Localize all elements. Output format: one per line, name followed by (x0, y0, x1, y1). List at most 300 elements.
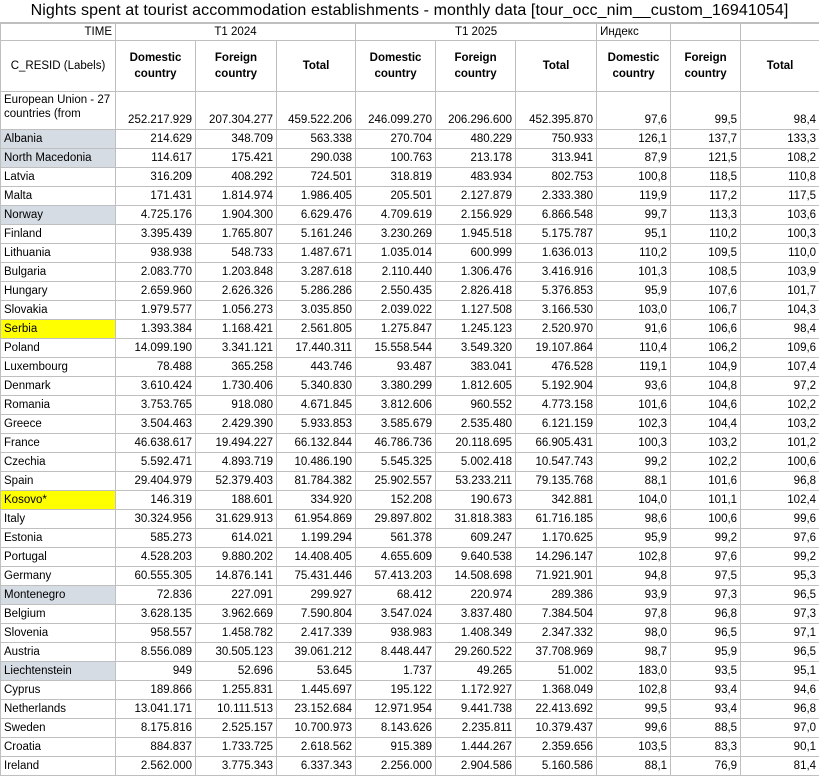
cell-total-2024: 17.440.311 (277, 339, 356, 358)
cell-foreign-2024: 14.876.141 (196, 567, 277, 586)
cell-foreign-2025: 220.974 (436, 586, 516, 605)
table-row (1, 282, 819, 301)
cell-domestic-2025: 270.704 (356, 130, 436, 149)
cell-total-2024: 5.161.246 (277, 225, 356, 244)
cell-foreign-2024: 365.258 (196, 358, 277, 377)
cell-foreign-2024: 1.458.782 (196, 624, 277, 643)
cell-domestic-2025: 29.897.802 (356, 510, 436, 529)
cell-domestic-2024: 884.837 (116, 738, 196, 757)
cell-total-2024: 459.522.206 (277, 92, 356, 130)
cell-total-index: 90,1 (741, 738, 819, 757)
cell-total-2024: 2.618.562 (277, 738, 356, 757)
cell-total-index: 117,5 (741, 187, 819, 206)
cell-foreign-index: 83,3 (671, 738, 741, 757)
cell-total-2024: 334.920 (277, 491, 356, 510)
table-row (1, 624, 819, 643)
cell-domestic-2025: 3.585.679 (356, 415, 436, 434)
cell-foreign-index: 137,7 (671, 130, 741, 149)
cell-domestic-index: 93,9 (597, 586, 671, 605)
cell-foreign-2024: 1.168.421 (196, 320, 277, 339)
cell-foreign-2025: 1.812.605 (436, 377, 516, 396)
cell-domestic-2024: 14.099.190 (116, 339, 196, 358)
cell-total-2024: 443.746 (277, 358, 356, 377)
country-label: Bulgaria (1, 263, 116, 282)
cell-foreign-2024: 348.709 (196, 130, 277, 149)
cell-domestic-2024: 252.217.929 (116, 92, 196, 130)
cell-total-2025: 61.716.185 (516, 510, 597, 529)
cell-total-2024: 724.501 (277, 168, 356, 187)
cell-foreign-index: 109,5 (671, 244, 741, 263)
cell-domestic-2025: 68.412 (356, 586, 436, 605)
cell-total-2024: 2.417.339 (277, 624, 356, 643)
cell-total-index: 97,0 (741, 719, 819, 738)
cell-foreign-2024: 175.421 (196, 149, 277, 168)
cell-domestic-index: 95,9 (597, 529, 671, 548)
country-label: North Macedonia (1, 149, 116, 168)
cell-total-2025: 79.135.768 (516, 472, 597, 491)
cell-foreign-2024: 1.814.974 (196, 187, 277, 206)
col-total-index: Total (741, 41, 819, 92)
cell-domestic-2025: 25.902.557 (356, 472, 436, 491)
table-row (1, 225, 819, 244)
col-total-2024: Total (277, 41, 356, 92)
cell-domestic-2024: 1.979.577 (116, 301, 196, 320)
cell-total-index: 102,4 (741, 491, 819, 510)
cell-domestic-2025: 152.208 (356, 491, 436, 510)
cell-foreign-2025: 2.156.929 (436, 206, 516, 225)
cell-foreign-2024: 1.730.406 (196, 377, 277, 396)
cell-total-2025: 1.170.625 (516, 529, 597, 548)
cell-total-2024: 81.784.382 (277, 472, 356, 491)
cell-total-index: 103,6 (741, 206, 819, 225)
country-label: Denmark (1, 377, 116, 396)
cell-total-index: 104,3 (741, 301, 819, 320)
cell-foreign-index: 106,2 (671, 339, 741, 358)
country-label: Portugal (1, 548, 116, 567)
cell-foreign-2025: 2.235.811 (436, 719, 516, 738)
cell-foreign-2025: 213.178 (436, 149, 516, 168)
cell-foreign-index: 104,9 (671, 358, 741, 377)
cell-total-2025: 2.359.656 (516, 738, 597, 757)
cell-total-2025: 289.386 (516, 586, 597, 605)
cell-foreign-2024: 408.292 (196, 168, 277, 187)
cell-foreign-2025: 1.408.349 (436, 624, 516, 643)
table-row (1, 263, 819, 282)
cell-total-index: 99,6 (741, 510, 819, 529)
cell-total-2025: 71.921.901 (516, 567, 597, 586)
cell-domestic-index: 99,6 (597, 719, 671, 738)
cell-domestic-2025: 318.819 (356, 168, 436, 187)
table-row (1, 643, 819, 662)
cell-foreign-2025: 206.296.600 (436, 92, 516, 130)
cell-total-2024: 1.986.405 (277, 187, 356, 206)
cell-domestic-2025: 3.230.269 (356, 225, 436, 244)
table-row (1, 700, 819, 719)
cell-total-index: 99,2 (741, 548, 819, 567)
cell-domestic-2024: 3.753.765 (116, 396, 196, 415)
cell-domestic-index: 126,1 (597, 130, 671, 149)
cell-foreign-index: 101,6 (671, 472, 741, 491)
cell-domestic-2024: 8.175.816 (116, 719, 196, 738)
cell-foreign-2025: 9.441.738 (436, 700, 516, 719)
cell-domestic-2025: 15.558.544 (356, 339, 436, 358)
cell-foreign-index: 97,3 (671, 586, 741, 605)
header-columns-row (1, 41, 819, 92)
cell-foreign-2025: 53.233.211 (436, 472, 516, 491)
cell-domestic-2025: 3.547.024 (356, 605, 436, 624)
cell-foreign-2025: 2.826.418 (436, 282, 516, 301)
cell-domestic-2024: 13.041.171 (116, 700, 196, 719)
cell-total-2024: 6.629.476 (277, 206, 356, 225)
cell-foreign-2024: 9.880.202 (196, 548, 277, 567)
cell-domestic-2024: 3.610.424 (116, 377, 196, 396)
cell-foreign-index: 97,6 (671, 548, 741, 567)
cell-foreign-2024: 1.255.831 (196, 681, 277, 700)
cell-domestic-2025: 2.550.435 (356, 282, 436, 301)
cell-foreign-2024: 918.080 (196, 396, 277, 415)
cell-total-index: 95,3 (741, 567, 819, 586)
cell-domestic-index: 101,3 (597, 263, 671, 282)
cell-total-2025: 6.866.548 (516, 206, 597, 225)
cell-domestic-index: 103,5 (597, 738, 671, 757)
cell-domestic-2024: 585.273 (116, 529, 196, 548)
cell-total-2025: 3.416.916 (516, 263, 597, 282)
cell-domestic-index: 101,6 (597, 396, 671, 415)
cell-total-2025: 4.773.158 (516, 396, 597, 415)
cell-total-2024: 75.431.446 (277, 567, 356, 586)
cell-total-index: 101,7 (741, 282, 819, 301)
table-row (1, 149, 819, 168)
cell-foreign-2025: 609.247 (436, 529, 516, 548)
cell-domestic-2025: 915.389 (356, 738, 436, 757)
cell-foreign-2024: 3.962.669 (196, 605, 277, 624)
cell-domestic-index: 103,0 (597, 301, 671, 320)
cell-foreign-index: 95,9 (671, 643, 741, 662)
cell-total-2025: 1.368.049 (516, 681, 597, 700)
table-row (1, 586, 819, 605)
country-label: Malta (1, 187, 116, 206)
country-label: Norway (1, 206, 116, 225)
cell-foreign-2025: 480.229 (436, 130, 516, 149)
cell-total-2024: 39.061.212 (277, 643, 356, 662)
cell-total-2025: 22.413.692 (516, 700, 597, 719)
time-label: TIME (1, 24, 116, 41)
cell-domestic-2024: 3.504.463 (116, 415, 196, 434)
cell-total-2025: 37.708.969 (516, 643, 597, 662)
cell-foreign-2024: 614.021 (196, 529, 277, 548)
cell-domestic-2025: 57.413.203 (356, 567, 436, 586)
cell-foreign-index: 106,7 (671, 301, 741, 320)
table-row (1, 548, 819, 567)
country-label: Estonia (1, 529, 116, 548)
cell-total-index: 96,8 (741, 472, 819, 491)
cell-foreign-index: 96,8 (671, 605, 741, 624)
cell-domestic-2025: 2.110.440 (356, 263, 436, 282)
country-label: Liechtenstein (1, 662, 116, 681)
cell-domestic-2025: 205.501 (356, 187, 436, 206)
cell-domestic-2024: 189.866 (116, 681, 196, 700)
table-row (1, 396, 819, 415)
col-domestic-2025: Domestic country (356, 41, 436, 92)
cell-domestic-2025: 8.143.626 (356, 719, 436, 738)
country-label: Kosovo* (1, 491, 116, 510)
cell-domestic-2024: 4.528.203 (116, 548, 196, 567)
cell-foreign-2025: 1.172.927 (436, 681, 516, 700)
cell-total-2025: 66.905.431 (516, 434, 597, 453)
cell-foreign-2024: 1.203.848 (196, 263, 277, 282)
table-row (1, 453, 819, 472)
col-domestic-2024: Domestic country (116, 41, 196, 92)
cell-total-2024: 10.700.973 (277, 719, 356, 738)
cell-total-2024: 1.199.294 (277, 529, 356, 548)
cell-foreign-index: 106,6 (671, 320, 741, 339)
col-foreign-index: Foreign country (671, 41, 741, 92)
cell-total-2024: 1.445.697 (277, 681, 356, 700)
cell-domestic-index: 94,8 (597, 567, 671, 586)
table-row (1, 130, 819, 149)
cell-domestic-2025: 100.763 (356, 149, 436, 168)
table-row (1, 434, 819, 453)
cell-total-2024: 4.671.845 (277, 396, 356, 415)
resid-label: C_RESID (Labels) (1, 41, 116, 92)
cell-domestic-2024: 958.557 (116, 624, 196, 643)
period-2025-header: T1 2025 (356, 24, 597, 41)
cell-foreign-index: 101,1 (671, 491, 741, 510)
cell-domestic-index: 99,2 (597, 453, 671, 472)
cell-domestic-index: 110,2 (597, 244, 671, 263)
cell-foreign-index: 104,4 (671, 415, 741, 434)
country-label: Hungary (1, 282, 116, 301)
cell-domestic-2024: 949 (116, 662, 196, 681)
cell-total-index: 97,2 (741, 377, 819, 396)
cell-total-index: 97,1 (741, 624, 819, 643)
cell-foreign-index: 99,2 (671, 529, 741, 548)
cell-foreign-index: 110,2 (671, 225, 741, 244)
country-label: Sweden (1, 719, 116, 738)
cell-foreign-index: 104,8 (671, 377, 741, 396)
cell-foreign-2025: 5.002.418 (436, 453, 516, 472)
country-label: Lithuania (1, 244, 116, 263)
cell-total-index: 133,3 (741, 130, 819, 149)
country-label: Czechia (1, 453, 116, 472)
cell-foreign-2025: 1.444.267 (436, 738, 516, 757)
cell-total-index: 96,5 (741, 586, 819, 605)
cell-foreign-2025: 383.041 (436, 358, 516, 377)
cell-total-2025: 10.547.743 (516, 453, 597, 472)
sheet-title: Nights spent at tourist accommodation establishments - monthly data [tour_occ_nim__custom_16941054] (0, 0, 819, 23)
cell-total-2025: 5.160.586 (516, 757, 597, 776)
cell-total-index: 101,2 (741, 434, 819, 453)
cell-total-2024: 5.286.286 (277, 282, 356, 301)
cell-domestic-2025: 12.971.954 (356, 700, 436, 719)
cell-foreign-2024: 2.626.326 (196, 282, 277, 301)
cell-foreign-2025: 1.127.508 (436, 301, 516, 320)
cell-domestic-index: 93,6 (597, 377, 671, 396)
cell-total-2024: 5.933.853 (277, 415, 356, 434)
cell-foreign-index: 103,2 (671, 434, 741, 453)
cell-total-index: 100,6 (741, 453, 819, 472)
cell-domestic-2025: 2.256.000 (356, 757, 436, 776)
cell-total-index: 96,5 (741, 643, 819, 662)
cell-foreign-2025: 190.673 (436, 491, 516, 510)
cell-foreign-index: 102,2 (671, 453, 741, 472)
cell-domestic-index: 97,8 (597, 605, 671, 624)
table-row (1, 472, 819, 491)
cell-foreign-2024: 548.733 (196, 244, 277, 263)
header-time-row (1, 24, 819, 41)
cell-foreign-index: 93,4 (671, 700, 741, 719)
cell-total-2024: 299.927 (277, 586, 356, 605)
cell-foreign-2024: 31.629.913 (196, 510, 277, 529)
cell-domestic-index: 88,1 (597, 472, 671, 491)
cell-foreign-index: 97,5 (671, 567, 741, 586)
cell-domestic-index: 98,0 (597, 624, 671, 643)
cell-total-2024: 6.337.343 (277, 757, 356, 776)
cell-total-2024: 2.561.805 (277, 320, 356, 339)
cell-domestic-2024: 2.083.770 (116, 263, 196, 282)
cell-domestic-2025: 938.983 (356, 624, 436, 643)
cell-domestic-index: 102,8 (597, 681, 671, 700)
country-label: Finland (1, 225, 116, 244)
cell-domestic-index: 99,5 (597, 700, 671, 719)
cell-total-2024: 3.035.850 (277, 301, 356, 320)
table-row (1, 415, 819, 434)
cell-foreign-index: 99,5 (671, 92, 741, 130)
cell-total-index: 103,2 (741, 415, 819, 434)
cell-domestic-2025: 4.709.619 (356, 206, 436, 225)
cell-foreign-index: 93,5 (671, 662, 741, 681)
cell-domestic-2024: 29.404.979 (116, 472, 196, 491)
cell-domestic-index: 95,9 (597, 282, 671, 301)
cell-domestic-2024: 72.836 (116, 586, 196, 605)
cell-domestic-2024: 4.725.176 (116, 206, 196, 225)
cell-domestic-2024: 146.319 (116, 491, 196, 510)
cell-domestic-2024: 3.628.135 (116, 605, 196, 624)
cell-domestic-2024: 1.393.384 (116, 320, 196, 339)
cell-total-2024: 10.486.190 (277, 453, 356, 472)
country-label: Poland (1, 339, 116, 358)
country-label: Albania (1, 130, 116, 149)
cell-total-2024: 5.340.830 (277, 377, 356, 396)
cell-total-2024: 3.287.618 (277, 263, 356, 282)
table-row (1, 92, 819, 130)
country-label: Greece (1, 415, 116, 434)
cell-domestic-index: 87,9 (597, 149, 671, 168)
cell-foreign-2025: 960.552 (436, 396, 516, 415)
cell-total-index: 95,1 (741, 662, 819, 681)
cell-domestic-2025: 46.786.736 (356, 434, 436, 453)
cell-foreign-index: 118,5 (671, 168, 741, 187)
cell-total-2025: 19.107.864 (516, 339, 597, 358)
cell-domestic-2024: 316.209 (116, 168, 196, 187)
cell-total-2025: 14.296.147 (516, 548, 597, 567)
country-label: European Union - 27 countries (from (1, 92, 116, 130)
cell-domestic-index: 110,4 (597, 339, 671, 358)
table-row (1, 605, 819, 624)
cell-domestic-2024: 114.617 (116, 149, 196, 168)
table-row (1, 168, 819, 187)
country-label: Latvia (1, 168, 116, 187)
cell-foreign-2025: 3.549.320 (436, 339, 516, 358)
country-label: Cyprus (1, 681, 116, 700)
cell-total-2025: 5.175.787 (516, 225, 597, 244)
cell-total-2025: 342.881 (516, 491, 597, 510)
cell-domestic-2024: 938.938 (116, 244, 196, 263)
cell-total-index: 110,8 (741, 168, 819, 187)
cell-domestic-index: 98,7 (597, 643, 671, 662)
period-2024-header: T1 2024 (116, 24, 356, 41)
table-row (1, 187, 819, 206)
cell-total-index: 96,8 (741, 700, 819, 719)
cell-total-2025: 5.376.853 (516, 282, 597, 301)
index-header: Индекс (597, 24, 671, 41)
cell-foreign-2024: 1.765.807 (196, 225, 277, 244)
col-domestic-index: Domestic country (597, 41, 671, 92)
cell-foreign-2024: 10.111.513 (196, 700, 277, 719)
cell-foreign-2024: 188.601 (196, 491, 277, 510)
cell-total-2025: 2.333.380 (516, 187, 597, 206)
cell-total-2024: 1.487.671 (277, 244, 356, 263)
cell-total-2024: 66.132.844 (277, 434, 356, 453)
cell-total-index: 97,3 (741, 605, 819, 624)
cell-foreign-2025: 14.508.698 (436, 567, 516, 586)
cell-total-2024: 53.645 (277, 662, 356, 681)
country-label: Germany (1, 567, 116, 586)
cell-foreign-2024: 2.429.390 (196, 415, 277, 434)
table-row (1, 567, 819, 586)
cell-domestic-2024: 5.592.471 (116, 453, 196, 472)
cell-total-2024: 61.954.869 (277, 510, 356, 529)
cell-foreign-2024: 30.505.123 (196, 643, 277, 662)
country-label: Spain (1, 472, 116, 491)
table-row (1, 377, 819, 396)
cell-foreign-2024: 2.525.157 (196, 719, 277, 738)
table-row (1, 339, 819, 358)
cell-domestic-2025: 3.812.606 (356, 396, 436, 415)
cell-total-index: 102,2 (741, 396, 819, 415)
cell-domestic-2025: 8.448.447 (356, 643, 436, 662)
cell-foreign-index: 113,3 (671, 206, 741, 225)
cell-domestic-2024: 46.638.617 (116, 434, 196, 453)
cell-domestic-index: 100,8 (597, 168, 671, 187)
table-row (1, 301, 819, 320)
cell-domestic-2025: 246.099.270 (356, 92, 436, 130)
table-row (1, 757, 819, 776)
cell-total-2025: 476.528 (516, 358, 597, 377)
cell-foreign-2024: 227.091 (196, 586, 277, 605)
cell-foreign-index: 117,2 (671, 187, 741, 206)
cell-foreign-2025: 483.934 (436, 168, 516, 187)
cell-foreign-2025: 20.118.695 (436, 434, 516, 453)
cell-total-2024: 23.152.684 (277, 700, 356, 719)
cell-foreign-2024: 1.904.300 (196, 206, 277, 225)
cell-domestic-2024: 78.488 (116, 358, 196, 377)
col-foreign-2024: Foreign country (196, 41, 277, 92)
cell-total-index: 94,6 (741, 681, 819, 700)
table-row (1, 491, 819, 510)
cell-total-2025: 2.520.970 (516, 320, 597, 339)
cell-foreign-2025: 29.260.522 (436, 643, 516, 662)
cell-domestic-index: 91,6 (597, 320, 671, 339)
cell-domestic-2024: 2.659.960 (116, 282, 196, 301)
table-row (1, 529, 819, 548)
cell-domestic-index: 119,1 (597, 358, 671, 377)
cell-foreign-2024: 3.341.121 (196, 339, 277, 358)
cell-domestic-2025: 5.545.325 (356, 453, 436, 472)
cell-foreign-2024: 4.893.719 (196, 453, 277, 472)
cell-domestic-index: 102,8 (597, 548, 671, 567)
cell-domestic-2024: 214.629 (116, 130, 196, 149)
